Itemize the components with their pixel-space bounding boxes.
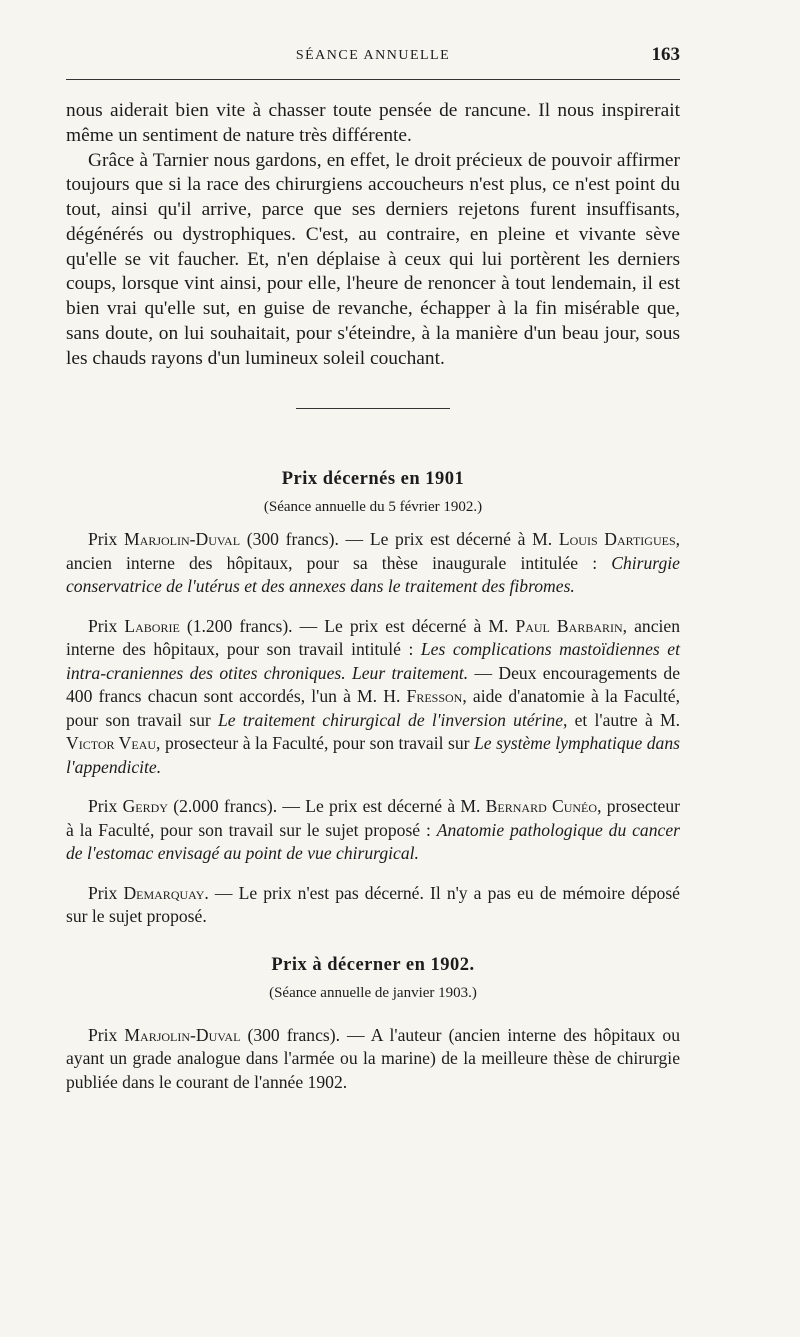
paragraph-continuation: nous aiderait bien vite à chasser toute pensée de rancune. Il nous inspirerait même un sentiment de nature très différente. (66, 100, 680, 146)
prize-text: — Deux encouragements de 400 francs chacun sont accordés, l'un à M. H. (66, 662, 680, 707)
prize-text: , aide d'anatomie à la Faculté, pour son travail sur (66, 686, 680, 730)
prize-entry-demarquay (66, 882, 680, 929)
section-subtitle-1902: (Séance annuelle de janvier 1903.) (269, 984, 477, 1001)
prize-name: Marjolin-Duval (124, 1024, 241, 1045)
laureate-name: Bernard Cunéo (485, 796, 598, 817)
laureate-name: Paul Barbarin (515, 615, 623, 636)
laureate-name: Fresson (406, 686, 463, 707)
work-title: Anatomie pathologique du cancer de l'estomac envisagé au point de vue chirurgical. (66, 819, 680, 864)
header-rule (66, 79, 680, 80)
prize-entry-marjolin-duval-1902 (66, 1024, 680, 1095)
prix-word: Prix (88, 882, 118, 903)
page-number: 163 (651, 44, 680, 65)
prize-text: (2.000 francs). — Le prix est décerné à M. (173, 796, 481, 817)
laureate-name: Victor Veau (66, 733, 157, 754)
prix-word: Prix (88, 529, 118, 550)
prize-name: Laborie (124, 615, 180, 636)
prize-text: , prosecteur à la Faculté, pour son travail sur le sujet proposé : (66, 796, 680, 840)
prix-word: Prix (88, 615, 118, 636)
prix-word: Prix (88, 796, 118, 817)
prize-text: , ancien interne des hôpitaux, pour sa thèse inaugurale intitulée : (66, 529, 681, 573)
section-subtitle-1901: (Séance annuelle du 5 février 1902.) (263, 499, 483, 516)
prize-text: . — Le prix n'est pas décerné. Il n'y a pas eu de mémoire déposé sur le sujet proposé. (66, 882, 680, 927)
prize-text: (300 francs). — Le prix est décerné à M. (246, 529, 553, 550)
section-title-1901: Prix décernés en 1901 (281, 469, 465, 490)
section-separator (296, 408, 450, 409)
prize-entry-laborie (66, 615, 680, 780)
prize-text: (300 francs). — A l'auteur (ancien interne des hôpitaux ou ayant un grade analogue dans l'armée ou la marine) de la meilleure thèse de chirurgie publiée dans le courant de l'année 1902. (66, 1024, 680, 1092)
prize-name: Gerdy (122, 796, 168, 817)
work-title: Le système lymphatique dans l'appendicite. (66, 733, 681, 777)
body-text (66, 99, 680, 1094)
prize-text: , ancien interne des hôpitaux, pour son travail intitulé : (66, 615, 681, 660)
prize-entry-gerdy (66, 795, 680, 866)
work-title: Les complications mastoïdiennes et intra-craniennes des otites chroniques. Leur traitement. (66, 639, 680, 683)
laureate-name: Louis Dartigues (558, 529, 676, 550)
running-header (66, 42, 680, 68)
section-title-1902: Prix à décerner en 1902. (271, 954, 475, 975)
prize-name: Demarquay (123, 882, 205, 903)
prize-name: Marjolin-Duval (124, 529, 241, 550)
paragraph-tarnier: Grâce à Tarnier nous gardons, en effet, le droit précieux de pouvoir affirmer toujours que si la race des chirurgiens accoucheurs n'est plus, ce n'est point du tout, ainsi qu'il arrive, parce que ses derniers rejetons furent insuffisants, dégénérés ou dystrophiques. C'est, au contraire, en pleine et vivante sève qu'elle se vit faucher. Et, n'en déplaise à ceux qui lui portèrent les derniers coups, lorsque vint ainsi, pour elle, l'heure de renoncer à tout lendemain, il est bien vrai qu'elle sut, en guise de revanche, échapper à la fin misérable que, sans doute, on lui souhaitait, pour s'éteindre, à la manière d'un beau jour, sous les chauds rayons d'un lumineux soleil couchant. (66, 149, 680, 369)
work-title: Le traitement chirurgical de l'inversion utérine (217, 709, 564, 730)
prix-word: Prix (88, 1024, 118, 1045)
running-title: SÉANCE ANNUELLE (295, 48, 451, 63)
prize-text: , et l'autre à M. (563, 709, 681, 730)
prize-text: , prosecteur à la Faculté, pour son travail sur (156, 733, 470, 754)
thesis-title: Chirurgie conservatrice de l'utérus et des annexes dans le traitement des fibromes. (66, 552, 680, 597)
prize-entry-marjolin-duval (66, 528, 680, 599)
prize-text: (1.200 francs). — Le prix est décerné à M. (186, 615, 509, 636)
